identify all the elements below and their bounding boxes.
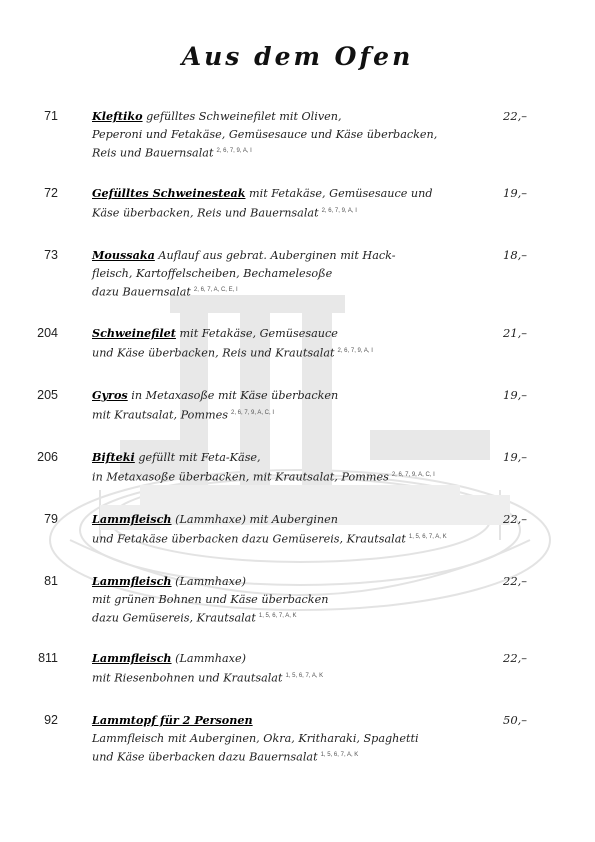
dish-text: mit Fetakäse, Gemüsesauce xyxy=(179,327,338,340)
description-line xyxy=(92,650,497,668)
description-line xyxy=(92,573,497,591)
dish-text: gefülltes Schweinefilet mit Oliven, xyxy=(146,110,342,123)
allergen-codes: 2, 6, 7, 9, A, C, I xyxy=(391,471,435,478)
dish-text: Auflauf aus gebrat. Auberginen mit Hack- xyxy=(158,249,396,262)
description-line xyxy=(92,591,497,609)
item-number: 79 xyxy=(44,512,58,526)
description-line xyxy=(92,203,497,222)
dish-text: mit Fetakäse, Gemüsesauce und xyxy=(249,187,433,200)
description-line xyxy=(92,325,497,343)
dish-name: Lammtopf für 2 Personen xyxy=(92,713,253,727)
item-price: 19,– xyxy=(503,388,528,402)
dish-text: und Käse überbacken dazu Bauernsalat xyxy=(92,750,318,764)
item-description xyxy=(92,325,497,362)
dish-text: Peperoni und Fetakäse, Gemüsesauce und Käse überbacken, xyxy=(92,127,438,141)
item-price: 19,– xyxy=(503,186,528,200)
description-line xyxy=(92,529,497,548)
page-title: Aus dem Ofen xyxy=(181,42,414,71)
item-price: 18,– xyxy=(503,248,528,262)
description-line xyxy=(92,143,497,162)
dish-text: in Metaxasoße mit Käse überbacken xyxy=(131,389,339,402)
item-number: 204 xyxy=(37,326,58,340)
description-line xyxy=(92,467,497,486)
item-price: 22,– xyxy=(503,512,528,526)
item-price: 22,– xyxy=(503,109,528,123)
item-description xyxy=(92,650,497,687)
dish-text: mit grünen Bohnen und Käse überbacken xyxy=(92,592,329,606)
dish-name: Schweinefilet xyxy=(92,326,176,340)
item-price: 21,– xyxy=(503,326,528,340)
dish-text: und Käse überbacken, Reis und Krautsalat xyxy=(92,346,335,360)
description-line xyxy=(92,126,497,144)
item-number: 205 xyxy=(37,388,58,402)
dish-name: Moussaka xyxy=(92,248,155,262)
item-description xyxy=(92,511,497,548)
description-line xyxy=(92,668,497,687)
dish-name: Gefülltes Schweinesteak xyxy=(92,186,246,200)
dish-text: in Metaxasoße überbacken, mit Krautsalat, Pommes xyxy=(92,470,389,484)
description-line xyxy=(92,185,497,203)
description-line xyxy=(92,608,497,627)
item-price: 22,– xyxy=(503,574,528,588)
allergen-codes: 2, 6, 7, 9, A, I xyxy=(321,207,357,214)
description-line xyxy=(92,247,497,265)
dish-text: Käse überbacken, Reis und Bauernsalat xyxy=(92,206,319,220)
dish-text: (Lammhaxe) xyxy=(175,575,246,588)
item-price: 22,– xyxy=(503,651,528,665)
item-price: 19,– xyxy=(503,450,528,464)
description-line xyxy=(92,712,497,730)
item-price: 50,– xyxy=(503,713,528,727)
item-number: 811 xyxy=(38,651,58,665)
item-description xyxy=(92,108,497,162)
dish-text: (Lammhaxe) xyxy=(175,652,246,665)
description-line xyxy=(92,747,497,766)
description-line xyxy=(92,265,497,283)
allergen-codes: 1, 5, 6, 7, A, K xyxy=(320,752,359,758)
allergen-codes: 1, 5, 6, 7, A, K xyxy=(285,672,324,679)
dish-name: Bifteki xyxy=(92,450,135,464)
allergen-codes: 2, 6, 7, 9, A, I xyxy=(337,347,373,354)
dish-text: Reis und Bauernsalat xyxy=(92,146,214,160)
dish-name: Lammfleisch xyxy=(92,651,172,665)
dish-text: fleisch, Kartoffelscheiben, Bechamelesoße xyxy=(92,266,333,280)
item-number: 73 xyxy=(44,248,58,262)
dish-text: mit Riesenbohnen und Krautsalat xyxy=(92,671,283,685)
item-number: 206 xyxy=(37,450,58,464)
allergen-codes: 2, 6, 7, 9, A, C, I xyxy=(230,409,275,416)
dish-name: Lammfleisch xyxy=(92,574,172,588)
dish-name: Lammfleisch xyxy=(92,512,172,526)
item-description xyxy=(92,387,497,424)
allergen-codes: 2, 6, 7, A, C, E, I xyxy=(193,287,238,293)
item-number: 81 xyxy=(44,574,58,588)
item-number: 71 xyxy=(44,109,58,123)
allergen-codes: 2, 6, 7, 9, A, I xyxy=(216,148,252,154)
dish-text: (Lammhaxe) mit Auberginen xyxy=(175,513,338,526)
item-description xyxy=(92,185,497,222)
description-line xyxy=(92,449,497,467)
item-description xyxy=(92,712,497,766)
description-line xyxy=(92,730,497,748)
item-number: 72 xyxy=(44,186,58,200)
dish-text: gefüllt mit Feta-Käse, xyxy=(138,451,261,464)
dish-text: dazu Gemüsereis, Krautsalat xyxy=(92,611,256,625)
dish-name: Kleftiko xyxy=(92,109,143,123)
item-description xyxy=(92,449,497,486)
dish-name: Gyros xyxy=(92,388,128,402)
item-description xyxy=(92,247,497,301)
description-line xyxy=(92,405,497,424)
dish-text: Lammfleisch mit Auberginen, Okra, Kritharaki, Spaghetti xyxy=(92,731,419,745)
dish-text: und Fetakäse überbacken dazu Gemüsereis, Krautsalat xyxy=(92,532,406,546)
item-number: 92 xyxy=(44,713,58,727)
allergen-codes: 1, 5, 6, 7, A, K xyxy=(258,613,297,619)
allergen-codes: 1, 5, 6, 7, A, K xyxy=(408,533,447,540)
description-line xyxy=(92,511,497,529)
dish-text: mit Krautsalat, Pommes xyxy=(92,408,228,422)
item-description xyxy=(92,573,497,627)
description-line xyxy=(92,282,497,301)
description-line xyxy=(92,343,497,362)
description-line xyxy=(92,387,497,405)
description-line xyxy=(92,108,497,126)
dish-text: dazu Bauernsalat xyxy=(92,285,191,299)
